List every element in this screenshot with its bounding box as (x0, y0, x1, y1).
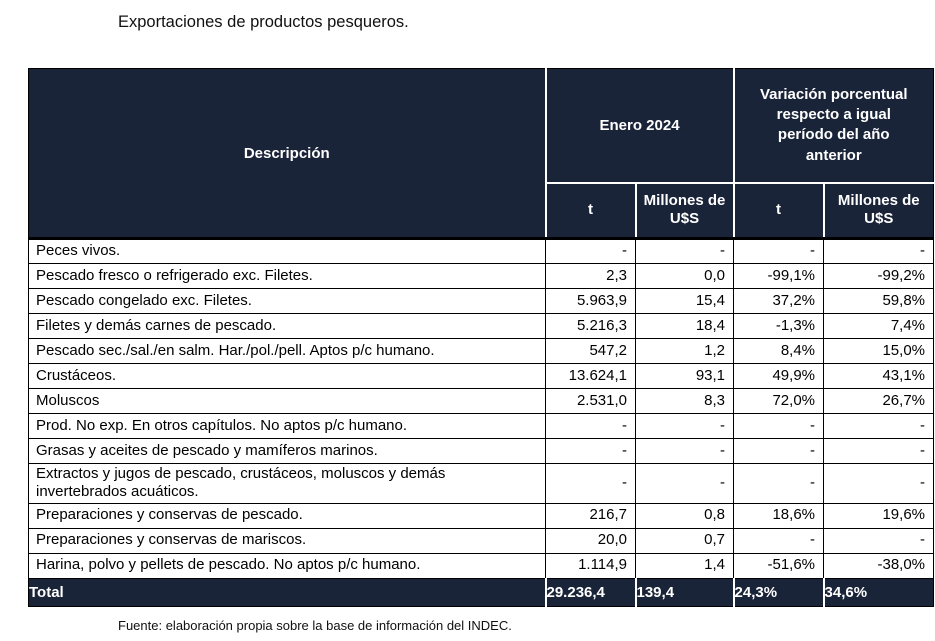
total-label: Total (29, 578, 546, 606)
row-description: Grasas y aceites de pescado y mamíferos marinos. (29, 439, 546, 464)
table-row (29, 528, 934, 553)
row-description: Preparaciones y conservas de pescado. (29, 503, 546, 528)
table-footer (29, 578, 934, 606)
row-t: - (546, 439, 636, 464)
table-row (29, 389, 934, 414)
table-header (29, 69, 934, 239)
row-var-t: 37,2% (734, 289, 824, 314)
row-description: Harina, polvo y pellets de pescado. No aptos p/c humano. (29, 553, 546, 578)
row-millones: 1,4 (636, 553, 734, 578)
row-description: Extractos y jugos de pescado, crustáceos, moluscos y demás invertebrados acuáticos. (29, 464, 546, 504)
row-t: 1.114,9 (546, 553, 636, 578)
table-body (29, 239, 934, 579)
row-millones: 15,4 (636, 289, 734, 314)
row-t: 216,7 (546, 503, 636, 528)
row-t: 13.624,1 (546, 364, 636, 389)
row-millones: 18,4 (636, 314, 734, 339)
row-t: - (546, 464, 636, 504)
row-var-millones: -99,2% (824, 264, 934, 289)
source-note: Fuente: elaboración propia sobre la base de información del INDEC. (118, 618, 512, 633)
row-var-t: -99,1% (734, 264, 824, 289)
row-t: 547,2 (546, 339, 636, 364)
row-var-millones: 15,0% (824, 339, 934, 364)
row-var-t: - (734, 439, 824, 464)
row-t: 2.531,0 (546, 389, 636, 414)
row-var-millones: 7,4% (824, 314, 934, 339)
total-millones: 139,4 (636, 578, 734, 606)
total-var-millones: 34,6% (824, 578, 934, 606)
table-row (29, 553, 934, 578)
row-var-millones: 26,7% (824, 389, 934, 414)
row-var-t: 18,6% (734, 503, 824, 528)
row-var-t: - (734, 414, 824, 439)
row-var-millones: - (824, 464, 934, 504)
row-millones: 93,1 (636, 364, 734, 389)
row-var-millones: 59,8% (824, 289, 934, 314)
table-row (29, 264, 934, 289)
table-row (29, 314, 934, 339)
row-description: Pescado sec./sal./en salm. Har./pol./pell. Aptos p/c humano. (29, 339, 546, 364)
row-t: 20,0 (546, 528, 636, 553)
row-var-millones: 43,1% (824, 364, 934, 389)
row-description: Pescado fresco o refrigerado exc. Filetes. (29, 264, 546, 289)
row-t: 2,3 (546, 264, 636, 289)
row-t: 5.216,3 (546, 314, 636, 339)
header-descripcion: Descripción (29, 69, 546, 239)
header-millones-enero: Millones de U$S (636, 183, 734, 239)
table-row (29, 239, 934, 264)
header-t-variacion: t (734, 183, 824, 239)
row-var-t: - (734, 528, 824, 553)
row-millones: - (636, 439, 734, 464)
row-t: 5.963,9 (546, 289, 636, 314)
row-description: Peces vivos. (29, 239, 546, 264)
row-description: Crustáceos. (29, 364, 546, 389)
row-millones: 1,2 (636, 339, 734, 364)
row-description: Filetes y demás carnes de pescado. (29, 314, 546, 339)
row-description: Preparaciones y conservas de mariscos. (29, 528, 546, 553)
row-millones: 8,3 (636, 389, 734, 414)
exports-table (28, 68, 934, 607)
row-description: Moluscos (29, 389, 546, 414)
row-millones: - (636, 414, 734, 439)
row-var-millones: -38,0% (824, 553, 934, 578)
row-var-millones: - (824, 439, 934, 464)
row-var-t: 72,0% (734, 389, 824, 414)
row-var-t: 49,9% (734, 364, 824, 389)
row-var-millones: 19,6% (824, 503, 934, 528)
table-row (29, 339, 934, 364)
total-row (29, 578, 934, 606)
table-row (29, 414, 934, 439)
row-millones: - (636, 464, 734, 504)
table-row (29, 503, 934, 528)
header-variacion-porcentual: Variación porcentual respecto a igual período del año anterior (734, 69, 934, 183)
header-group-row (29, 69, 934, 183)
row-millones: - (636, 239, 734, 264)
row-millones: 0,7 (636, 528, 734, 553)
row-var-millones: - (824, 239, 934, 264)
row-var-t: - (734, 464, 824, 504)
header-t-enero: t (546, 183, 636, 239)
total-t: 29.236,4 (546, 578, 636, 606)
header-enero-2024: Enero 2024 (546, 69, 734, 183)
row-var-millones: - (824, 414, 934, 439)
table-row (29, 439, 934, 464)
row-description: Prod. No exp. En otros capítulos. No aptos p/c humano. (29, 414, 546, 439)
row-t: - (546, 414, 636, 439)
table-row (29, 464, 934, 504)
row-description: Pescado congelado exc. Filetes. (29, 289, 546, 314)
page-title: Exportaciones de productos pesqueros. (118, 13, 409, 31)
header-millones-variacion: Millones de U$S (824, 183, 934, 239)
total-var-t: 24,3% (734, 578, 824, 606)
row-millones: 0,0 (636, 264, 734, 289)
row-var-millones: - (824, 528, 934, 553)
table-row (29, 289, 934, 314)
row-millones: 0,8 (636, 503, 734, 528)
row-t: - (546, 239, 636, 264)
row-var-t: -51,6% (734, 553, 824, 578)
table-row (29, 364, 934, 389)
row-var-t: - (734, 239, 824, 264)
row-var-t: -1,3% (734, 314, 824, 339)
row-var-t: 8,4% (734, 339, 824, 364)
